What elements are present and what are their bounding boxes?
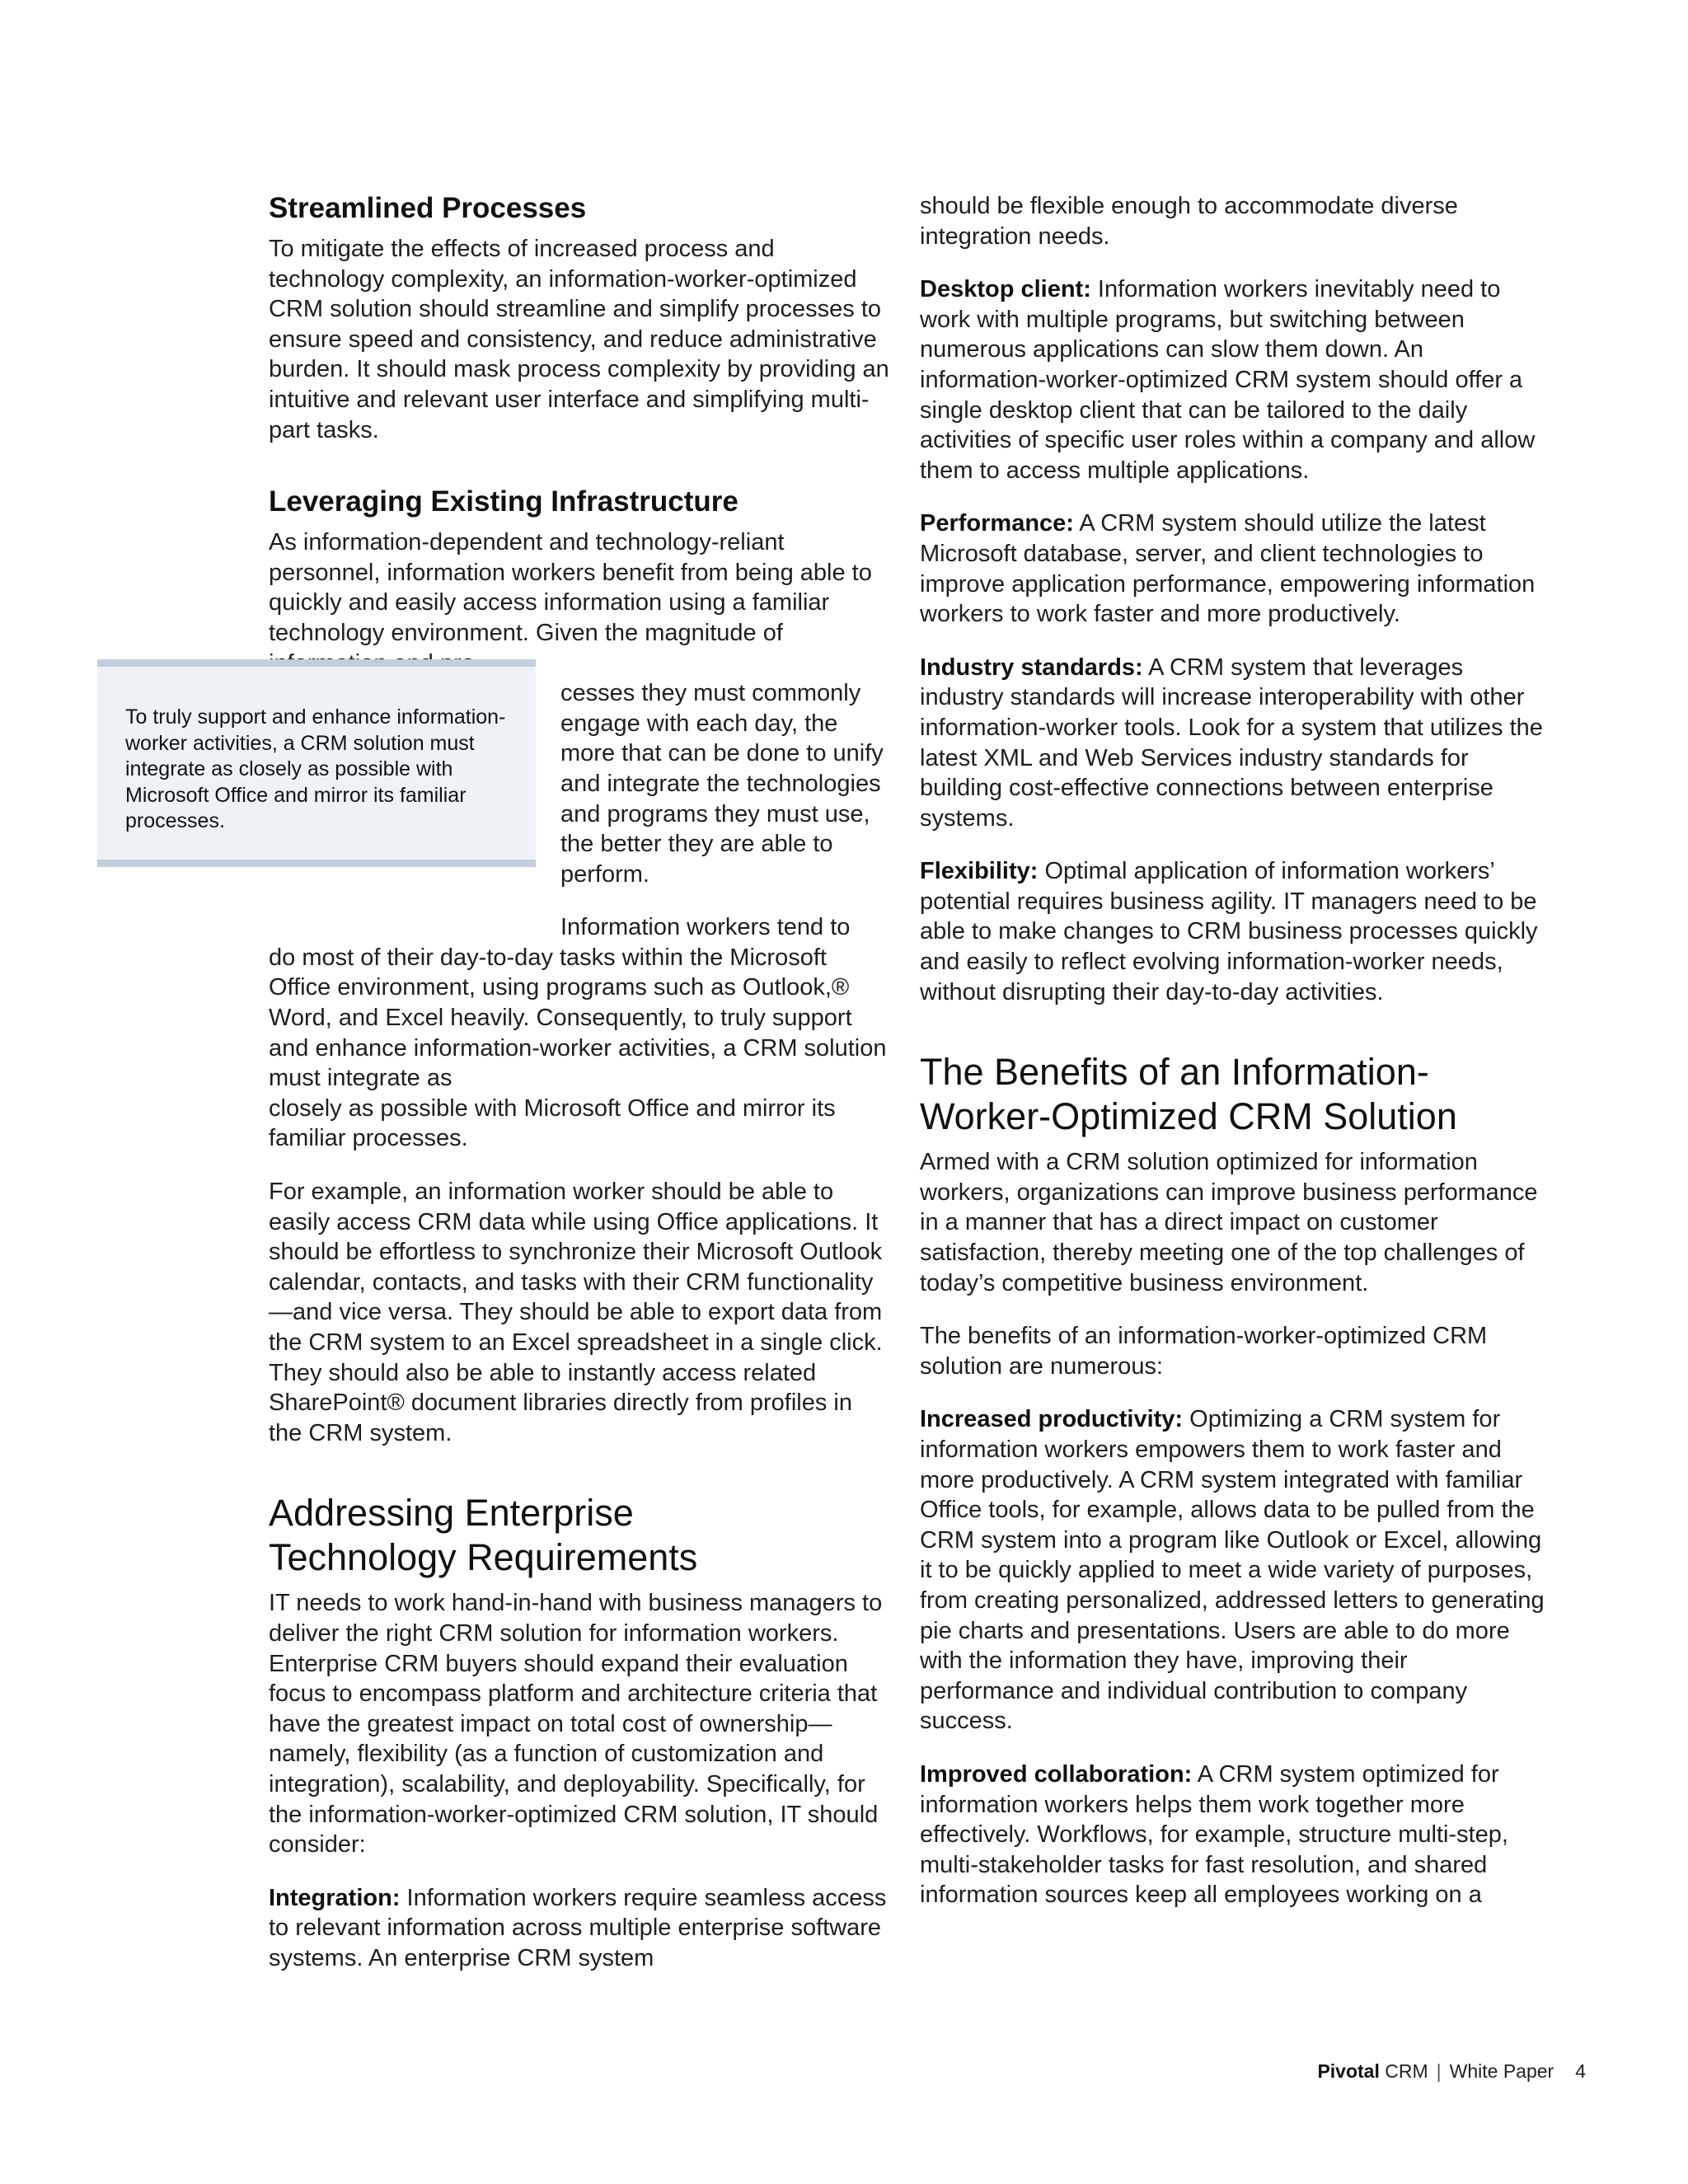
paragraph-flexible-integration: should be flexible enough to accommodate diverse integration needs. <box>920 193 1458 250</box>
paragraph-industry-standards <box>920 653 1546 834</box>
footer-separator: | <box>1436 2060 1442 2082</box>
term-text: A CRM system optimized for information workers helps them work together more effectively. Workflows, for example, structure multi-step, multi-stakeholder tasks for fast resolution, and shared information sources keep all employees working on a <box>920 1760 1508 1909</box>
heading-line: The Benefits of an Information- <box>920 1051 1429 1094</box>
paragraph-office-end: closely as possible with Microsoft Office and mirror its familiar processes. <box>269 1094 836 1152</box>
paragraph-leveraging-intro: As information-dependent and technology-reliant personnel, information workers benefit from being able to quickly and easily access information using a familiar technology environment. Given the magnitude of <box>269 529 872 646</box>
paragraph-increased-productivity <box>920 1404 1546 1736</box>
term-label: Desktop client: <box>920 276 1091 303</box>
paragraph-benefits-numerous: The benefits of an information-worker-optimized CRM solution are numerous: <box>920 1323 1488 1380</box>
term-label: Flexibility: <box>920 858 1039 885</box>
paragraph-benefits-armed: Armed with a CRM solution optimized for information workers, organizations can improve business performance in a manner that has a direct impact on customer satisfaction, thereby meeting one of the top challenges of today’s competitive business environment. <box>920 1149 1538 1296</box>
paragraph-streamlined: To mitigate the effects of increased process and technology complexity, an information-worker-optimized CRM solution should streamline and simplify processes to ensure speed and consistency, and reduce administrative burden. It should mask process complexity by providing an intuitive and relevant user interface and simplifying multi-part tasks. <box>269 236 889 443</box>
paragraph-flexibility <box>920 856 1546 1007</box>
term-label: Industry standards: <box>920 654 1143 681</box>
footer-product: CRM <box>1379 2060 1428 2082</box>
paragraph-leveraging-wrap: cesses they must commonly engage with each day, the more that can be done to unify and integrate the technologies and programs they must use, the better they are able to perform. <box>560 680 884 888</box>
paragraph-integration <box>269 1883 892 1974</box>
heading-leveraging-infrastructure: Leveraging Existing Infrastructure <box>269 485 738 518</box>
term-label: Integration: <box>269 1884 401 1911</box>
term-text: Information workers require seamless access to relevant information across multiple enterprise software systems. An enterprise CRM system <box>269 1884 887 1971</box>
right-column <box>920 191 1546 1933</box>
paragraph-it-needs: IT needs to work hand-in-hand with business managers to deliver the right CRM solution for information workers. Enterprise CRM buyers should expand their evaluation focus to encompass platform and architecture criteria that have the greatest impact on total cost of ownership—namely, flexibility (as a function of customization and integration), scalability, and deployability. Specifically, for the information-worker-optimized CRM solution, IT should consider: <box>269 1590 883 1858</box>
left-column <box>269 191 892 1997</box>
term-text: A CRM system should utilize the latest Microsoft database, server, and client technologies to improve application performance, empowering information workers to work faster and more productively. <box>920 510 1536 628</box>
heading-streamlined-processes: Streamlined Processes <box>269 192 587 224</box>
paragraph-improved-collaboration <box>920 1760 1546 1910</box>
paragraph-example: For example, an information worker should be able to easily access CRM data while using Office applications. It should be effortless to synchronize their Microsoft Outlook calendar, contacts, and tasks with their CRM functionality—and vice versa. They should be able to export data from the CRM system to an Excel spreadsheet in a single click. They should also be able to instantly access related SharePoint® document libraries directly from profiles in the CRM system. <box>269 1179 883 1446</box>
heading-line: Worker-Optimized CRM Solution <box>920 1095 1457 1138</box>
term-text: Information workers inevitably need to work with multiple programs, but switching between numerous applications can slow them down. An information-worker-optimized CRM system should offer a single desktop client that can be tailored to the daily activities of specific user roles within a company and allow them to access multiple applications. <box>920 276 1536 484</box>
term-text: A CRM system that leverages industry standards will increase interoperability with other information-worker tools. Look for a system that utilizes the latest XML and Web Services industry standards for building cost-effective connections between enterprise systems. <box>920 654 1543 832</box>
heading-line: Addressing Enterprise <box>269 1492 634 1535</box>
heading-benefits <box>920 1050 1546 1139</box>
footer-doc-type: White Paper <box>1449 2060 1554 2082</box>
paragraph-office-start: Information workers tend to <box>560 914 851 941</box>
heading-enterprise-requirements <box>269 1491 892 1580</box>
term-label: Increased productivity: <box>920 1406 1184 1433</box>
term-label: Improved collaboration: <box>920 1760 1193 1788</box>
paragraph-office-body: do most of their day-to-day tasks within the Microsoft Office environment, using programs such as Outlook,® Word, and Excel heavily. Consequently, to truly support and enhance information-worker activities, a CRM solution must integrate as <box>269 944 887 1092</box>
page-footer <box>1317 2060 1586 2083</box>
pull-quote-text: To truly support and enhance information-worker activities, a CRM solution must integrate as closely as possible with Microsoft Office and mirror its familiar processes. <box>125 705 506 832</box>
page-number: 4 <box>1575 2060 1586 2082</box>
term-label: Performance: <box>920 510 1074 537</box>
heading-line: Technology Requirements <box>269 1536 698 1579</box>
paragraph-performance <box>920 509 1546 629</box>
paragraph-desktop-client <box>920 274 1546 485</box>
term-text: Optimizing a CRM system for information workers empowers them to work faster and more productively. A CRM system integrated with familiar Office tools, for example, allows data to be pulled from the CRM system into a program like Outlook or Excel, allowing it to be quickly applied to meet a wide variety of purposes, from creating personalized, addressed letters to generating pie charts and presentations. Users are able to do more with the information they have, improving their performance and individual contribution to company success. <box>920 1406 1545 1735</box>
footer-brand: Pivotal <box>1317 2060 1380 2082</box>
pull-quote <box>97 659 536 867</box>
term-text: Optimal application of information workers’ potential requires business agility. IT managers need to be able to make changes to CRM business processes quickly and easily to reflect evolving information-worker needs, without disrupting their day-to-day activities. <box>920 858 1538 1005</box>
